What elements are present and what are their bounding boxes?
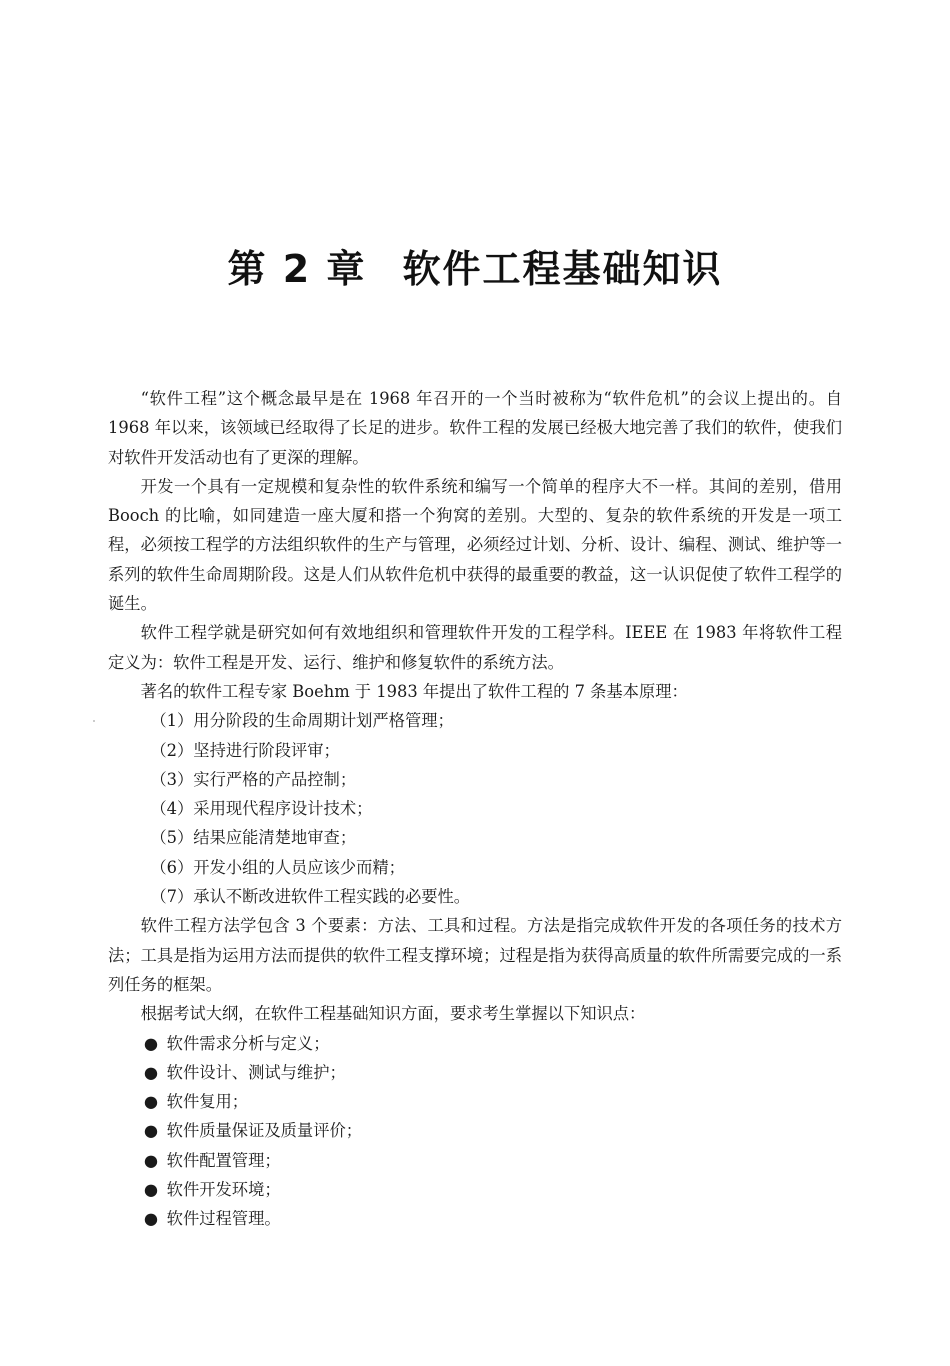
bullet-icon: ●: [143, 1092, 159, 1112]
bullet-icon: ●: [143, 1062, 159, 1082]
knowledge-point-text: 软件需求分析与定义；: [166, 1033, 330, 1053]
chapter-name: 软件工程基础知识: [402, 247, 723, 291]
principle-item: （7）承认不断改进软件工程实践的必要性。: [150, 887, 471, 907]
knowledge-point-item: [108, 1175, 842, 1204]
chapter-body: [108, 384, 842, 1234]
knowledge-point-item: [108, 1116, 842, 1145]
principle-item: （3）实行严格的产品控制；: [150, 769, 357, 789]
chapter-number: 第 2 章: [227, 247, 367, 291]
knowledge-point-text: 软件设计、测试与维护；: [166, 1062, 346, 1082]
knowledge-point-text: 软件开发环境；: [166, 1180, 281, 1200]
principle-item: （1）用分阶段的生命周期计划严格管理；: [150, 711, 454, 731]
definition-paragraph: 软件工程学就是研究如何有效地组织和管理软件开发的工程学科。IEEE 在 1983 年将软件工程定义为：软件工程是开发、运行、维护和修复软件的系统方法。: [108, 623, 842, 672]
principle-item: （6）开发小组的人员应该少而精；: [150, 857, 405, 877]
knowledge-point-item: [108, 1029, 842, 1058]
intro-paragraph: “软件工程”这个概念最早是在 1968 年召开的一个当时被称为“软件危机”的会议上提出的。自 1968 年以来，该领域已经取得了长足的进步。软件工程的发展已经极大地完善了我们的软件，使我们对软件开发活动也有了更深的理解。: [108, 389, 842, 467]
knowledge-point-item: [108, 1204, 842, 1233]
complexity-paragraph: 开发一个具有一定规模和复杂性的软件系统和编写一个简单的程序大不一样。其间的差别，借用 Booch 的比喻，如同建造一座大厦和搭一个狗窝的差别。大型的、复杂的软件系统的开发是一项工程，必须按工程学的方法组织软件的生产与管理，必须经过计划、分析、设计、编程、测试、维护等一系列的软件生命周期阶段。这是人们从软件危机中获得的最重要的教益，这一认识促使了软件工程学的诞生。: [108, 476, 842, 614]
bullet-icon: ●: [143, 1180, 159, 1200]
principle-item: （4）采用现代程序设计技术；: [150, 799, 373, 819]
chapter-title: [0, 238, 950, 293]
knowledge-point-text: 软件配置管理；: [166, 1150, 281, 1170]
knowledge-point-item: [108, 1087, 842, 1116]
bullet-icon: ●: [143, 1209, 159, 1229]
syllabus-paragraph: 根据考试大纲，在软件工程基础知识方面，要求考生掌握以下知识点：: [140, 1004, 646, 1024]
principle-item: （5）结果应能清楚地审查；: [150, 828, 357, 848]
principle-item: （2）坚持进行阶段评审；: [150, 740, 340, 760]
bullet-icon: ●: [143, 1150, 159, 1170]
knowledge-points-list: [108, 1029, 842, 1234]
knowledge-point-item: [108, 1058, 842, 1087]
knowledge-point-item: [108, 1146, 842, 1175]
scan-artifact: [93, 720, 95, 722]
bullet-icon: ●: [143, 1033, 159, 1053]
knowledge-point-text: 软件过程管理。: [166, 1209, 281, 1229]
methodology-paragraph: 软件工程方法学包含 3 个要素：方法、工具和过程。方法是指完成软件开发的各项任务的技术方法；工具是指为运用方法而提供的软件工程支撑环境；过程是指为获得高质量的软件所需要完成的一系列任务的框架。: [108, 916, 842, 994]
knowledge-point-text: 软件复用；: [166, 1092, 249, 1112]
boehm-paragraph: 著名的软件工程专家 Boehm 于 1983 年提出了软件工程的 7 条基本原理：: [140, 681, 688, 701]
principles-list: [108, 706, 842, 911]
bullet-icon: ●: [143, 1121, 159, 1141]
knowledge-point-text: 软件质量保证及质量评价；: [166, 1121, 363, 1141]
